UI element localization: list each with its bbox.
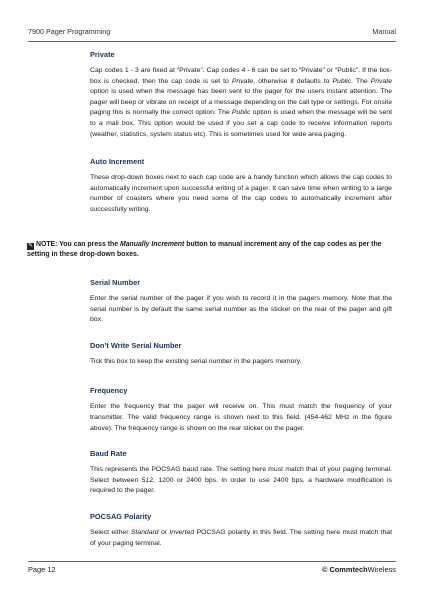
section-serial-number (90, 278, 392, 326)
bottom-content (90, 278, 392, 549)
brand-name-light: Wireless (367, 565, 396, 574)
emphasis-text: Private (231, 77, 254, 85)
body-text: Enter the serial number of the pager if you wish to record it in the pagers memory. Note that the serial number is by default the same serial number as the sticker on the rear of the pager and gift box. (90, 295, 392, 324)
header-title: 7900 Pager Programming (28, 27, 111, 36)
body-text: , otherwise it defaults to (253, 77, 333, 85)
emphasis-text: Public (231, 109, 251, 117)
emphasis-text: Public (332, 77, 352, 85)
note-icon: ✎ (27, 243, 34, 249)
section-body (90, 173, 392, 215)
body-text: This represents the POCSAG baud rate. The setting here must match that of your paging terminal. Select between 512, 1200 or 2400 bps. In order to use 2400 bps, a hardware modification is required to the pager. (90, 466, 392, 495)
section-pocsag-polarity (90, 512, 392, 549)
section-title: Auto Increment (90, 157, 145, 167)
body-text: These drop-down boxes next to each cap code are a handy function which allows the cap codes to automatically increment upon successful writing of a pager. It can save time when writing to a large number of coasters where you need some of the cap codes to automatically increment after successfully writing. (90, 174, 392, 213)
section-frequency (90, 386, 392, 434)
section-body (90, 66, 392, 140)
section-body (90, 528, 392, 549)
note-suffix: button to manual increment any of the cap codes as per the setting in these drop-down boxes. (27, 241, 382, 259)
section-body (90, 357, 392, 368)
body-text: Enter the frequency that the pager will receive on. This must match the frequency of your transmitter. The valid frequency range is shown next to this field. (454-462 MHz in the figure above). The frequency range is shown on the rear sticker on the pager. (90, 403, 392, 432)
section-baud-rate (90, 449, 392, 497)
note-prefix: NOTE: You can press the (36, 241, 120, 248)
header-section: Manual (372, 27, 396, 36)
body-text: POCSAG polarity in this field. The setting here must match that of your paging terminal. (90, 528, 393, 547)
section-body (90, 465, 392, 497)
body-text: or (158, 528, 170, 536)
body-text: Tick this box to keep the existing serial number in the pagers memory. (90, 357, 302, 365)
body-text: option is used when the message will be sent to a mail box. This option would be used if you set a cap code to receive information reports (weather, statistics, system status etc). This is sometimes used for wide area paging. (90, 109, 392, 138)
body-text: option is used when the message has been sent to the pager for the users instant attention. The pager will beep or vibrate on receipt of a message depending on the call type or settings. For onsite paging this is normally the correct option. The (90, 88, 392, 117)
note-callout (27, 240, 394, 261)
emphasis-text: Private (370, 77, 392, 85)
section-body (90, 294, 392, 326)
footer-divider (28, 561, 396, 562)
section-private (90, 50, 392, 140)
body-text: Select either (90, 528, 131, 536)
brand-logo (322, 565, 396, 574)
page-number: Page 12 (28, 565, 56, 574)
section-dont-write-serial (90, 341, 392, 368)
page-header (28, 27, 396, 39)
section-title: Baud Rate (90, 449, 127, 459)
section-body (90, 402, 392, 434)
copyright-symbol: © (321, 565, 328, 574)
section-auto-increment (90, 157, 392, 215)
page-footer (28, 565, 396, 574)
header-divider (28, 41, 396, 42)
section-title: Frequency (90, 386, 128, 396)
brand-name-bold: Commtech (329, 565, 368, 574)
section-title: Serial Number (90, 278, 141, 287)
emphasis-text: Inverted (169, 528, 195, 536)
section-title: Private (90, 50, 115, 59)
section-title: POCSAG Polarity (90, 511, 152, 521)
note-emphasis: Manually Increment (119, 241, 185, 248)
body-text: Cap codes 1 - 3 are fixed at “Private”. Cap codes 4 - 6 can be set to “Private” or “Public”. If the tick-box is checked, then the cap code is set to (90, 67, 392, 85)
body-text: . The (351, 77, 371, 85)
top-content (90, 50, 392, 216)
section-title: Don’t Write Serial Number (90, 340, 182, 350)
emphasis-text: Standard (130, 528, 159, 536)
